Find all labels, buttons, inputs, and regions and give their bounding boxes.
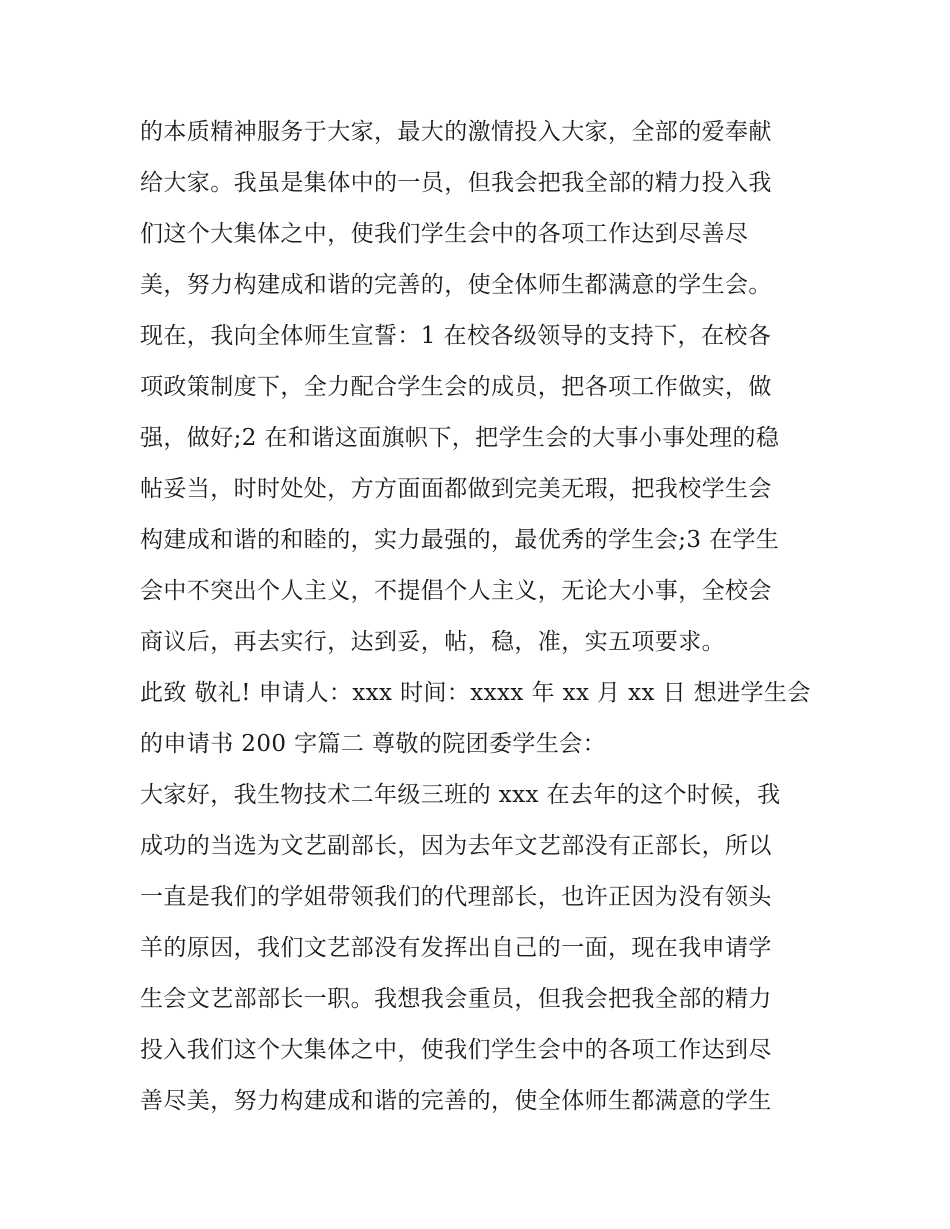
text-line-5: 现在，我向全体师生宣誓：1 在校各级领导的支持下，在校各 bbox=[140, 323, 772, 349]
document-body bbox=[140, 107, 820, 1127]
text-line-20: 善尽美，努力构建成和谐的完善的，使全体师生都满意的学生 bbox=[140, 1088, 772, 1114]
text-line-4: 美，努力构建成和谐的完善的，使全体师生都满意的学生会。 bbox=[140, 272, 772, 298]
text-line-3: 们这个大集体之中，使我们学生会中的各项工作达到尽善尽 bbox=[140, 221, 749, 247]
text-line-6: 项政策制度下，全力配合学生会的成员，把各项工作做实，做 bbox=[140, 374, 772, 400]
text-line-9: 构建成和谐的和睦的，实力最强的，最优秀的学生会;3 在学生 bbox=[140, 527, 780, 553]
text-line-19: 投入我们这个大集体之中，使我们学生会中的各项工作达到尽 bbox=[140, 1037, 772, 1063]
text-line-14: 大家好，我生物技术二年级三班的 xxx 在去年的这个时候，我 bbox=[140, 782, 781, 808]
text-line-15: 成功的当选为文艺副部长，因为去年文艺部没有正部长，所以 bbox=[140, 833, 772, 859]
text-line-13: 的申请书 200 字篇二 尊敬的院团委学生会： bbox=[140, 731, 607, 757]
text-line-10: 会中不突出个人主义，不提倡个人主义，无论大小事，全校会 bbox=[140, 578, 772, 604]
text-line-7: 强，做好;2 在和谐这面旗帜下，把学生会的大事小事处理的稳 bbox=[140, 425, 780, 451]
text-line-8: 帖妥当，时时处处，方方面面都做到完美无瑕，把我校学生会 bbox=[140, 476, 772, 502]
text-line-1: 的本质精神服务于大家，最大的激情投入大家，全部的爱奉献 bbox=[140, 119, 772, 145]
text-line-16: 一直是我们的学姐带领我们的代理部长，也许正因为没有领头 bbox=[140, 884, 772, 910]
text-line-11: 商议后，再去实行，达到妥，帖，稳，准，实五项要求。 bbox=[140, 629, 725, 655]
text-line-18: 生会文艺部部长一职。我想我会重员，但我会把我全部的精力 bbox=[140, 986, 772, 1012]
text-line-2: 给大家。我虽是集体中的一员，但我会把我全部的精力投入我 bbox=[140, 170, 772, 196]
text-line-12: 此致 敬礼! 申请人：xxx 时间：xxxx 年 xx 月 xx 日 想进学生会 bbox=[140, 680, 811, 706]
text-line-17: 羊的原因，我们文艺部没有发挥出自己的一面，现在我申请学 bbox=[140, 935, 772, 961]
